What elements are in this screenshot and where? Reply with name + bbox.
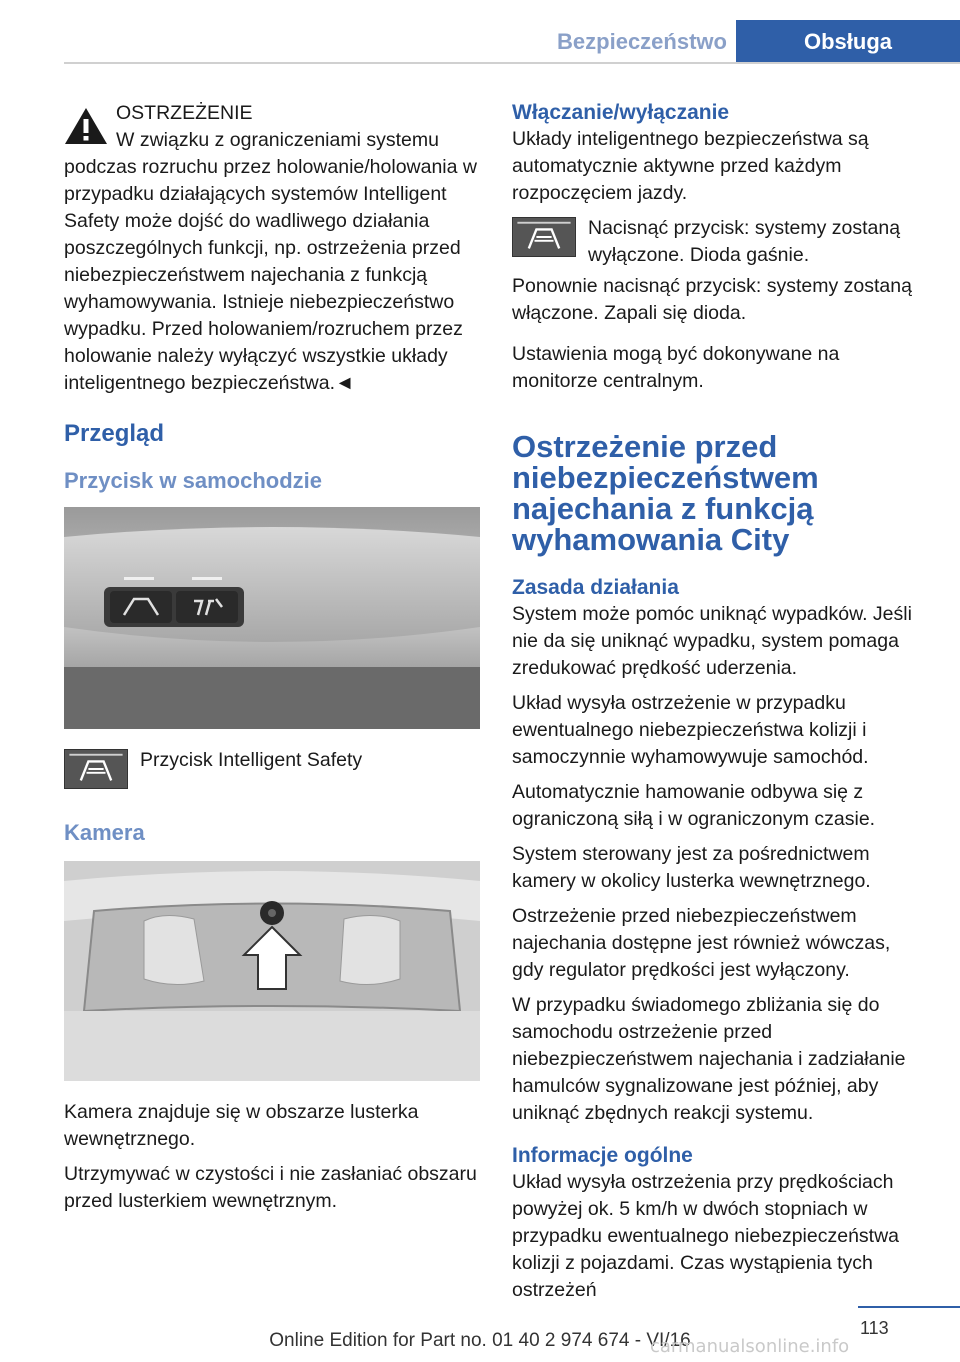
principle-paragraph-4: System sterowany jest za pośrednictwem kamery w okolicy lusterka wewnętrznego.: [512, 843, 871, 892]
left-column: [64, 100, 482, 1223]
header-chapter-tab: Obsługa: [736, 20, 960, 62]
onoff-paragraph-2: Ponownie nacisnąć przycisk: systemy zostaną włączone. Zapali się dioda.: [512, 275, 912, 324]
heading-on-off: Włączanie/wyłączanie: [512, 101, 730, 124]
intelligent-safety-button-icon: [64, 749, 128, 789]
warning-block: [64, 100, 482, 397]
principle-paragraph-6: W przypadku świadomego zbliżania się do samochodu ostrzeżenie przed niebezpieczeństwem najechania i zadziałanie hamulców sygnalizowane jest później, aby uniknąć zbędnych reakcji systemu.: [512, 994, 906, 1124]
right-column: [512, 100, 924, 1312]
warning-triangle-icon: [64, 106, 108, 146]
camera-photo: [64, 861, 480, 1081]
heading-overview: Przegląd: [64, 420, 165, 447]
heading-button-in-car: Przycisk w samochodzie: [64, 468, 322, 493]
heading-camera: Kamera: [64, 820, 145, 845]
footer-rule: [858, 1306, 960, 1308]
onoff-icon-row: [512, 215, 924, 273]
camera-paragraph-2: Utrzymywać w czystości i nie zasłaniać obszaru przed lusterkiem wewnętrznym.: [64, 1163, 477, 1212]
warning-text-body: W związku z ograniczeniami systemu podczas rozruchu przez holowanie/holowania w przypadku działających systemów Intelligent Safety może dojść do wadliwego działania poszczególnych funkcji, np. ostrzeżenia przed niebezpieczeństwem najechania z funkcją wyhamowywania. Istnieje niebezpieczeństwo wypadku. Przed holowaniem/rozruchem przez holowanie należy wyłączyć wszystkie układy inteligentnego bezpieczeństwa.◄: [64, 129, 477, 394]
onoff-paragraph-1: Układy inteligentnego bezpieczeństwa są automatycznie aktywne przed każdym rozpoczęciem jazdy.: [512, 128, 869, 204]
intelligent-safety-button-icon: [512, 217, 576, 257]
header-rule: [64, 62, 960, 64]
onoff-paragraph-3: Ustawienia mogą być dokonywane na monitorze centralnym.: [512, 343, 840, 392]
footer-edition: Online Edition for Part no. 01 40 2 974 674 - VI/16: [269, 1330, 691, 1351]
camera-paragraph-1: Kamera znajduje się w obszarze lusterka wewnętrznego.: [64, 1101, 419, 1150]
warning-title: OSTRZEŻENIE: [116, 102, 253, 124]
button-caption: Przycisk Intelligent Safety: [140, 749, 363, 771]
warning-text: [64, 127, 482, 397]
principle-paragraph-3: Automatycznie hamowanie odbywa się z ograniczoną siłą i w ograniczonym czasie.: [512, 781, 876, 830]
onoff-icon-text: Nacisnąć przycisk: systemy zostaną wyłączone. Dioda gaśnie.: [588, 217, 901, 266]
general-paragraph-1: Układ wysyła ostrzeżenia przy prędkościach powyżej ok. 5 km/h w dwóch stopniach w przypadku ewentualnego niebezpieczeństwa kolizji z pojazdami. Czas wystąpienia tych ostrzeżeń: [512, 1171, 900, 1301]
watermark: carmanualsonline.info: [650, 1336, 850, 1357]
page-number: 113: [860, 1318, 889, 1338]
heading-principle: Zasada działania: [512, 576, 679, 599]
button-photo: [64, 507, 480, 729]
heading-collision-warning: Ostrzeżenie przed niebezpieczeństwem najechania z funkcją wyhamowania City: [512, 429, 819, 557]
header-section-label: Bezpieczeństwo: [557, 29, 727, 54]
heading-general-info: Informacje ogólne: [512, 1144, 693, 1167]
principle-paragraph-5: Ostrzeżenie przed niebezpieczeństwem najechania dostępne jest również wówczas, gdy regulator prędkości jest wyłączony.: [512, 905, 891, 981]
principle-paragraph-2: Układ wysyła ostrzeżenie w przypadku ewentualnego niebezpieczeństwa kolizji i samoczynnie wyhamowywuje samochód.: [512, 692, 869, 768]
principle-paragraph-1: System może pomóc uniknąć wypadków. Jeśli nie da się uniknąć wypadku, system pomaga zredukować prędkość uderzenia.: [512, 603, 912, 679]
button-caption-row: [64, 747, 482, 813]
